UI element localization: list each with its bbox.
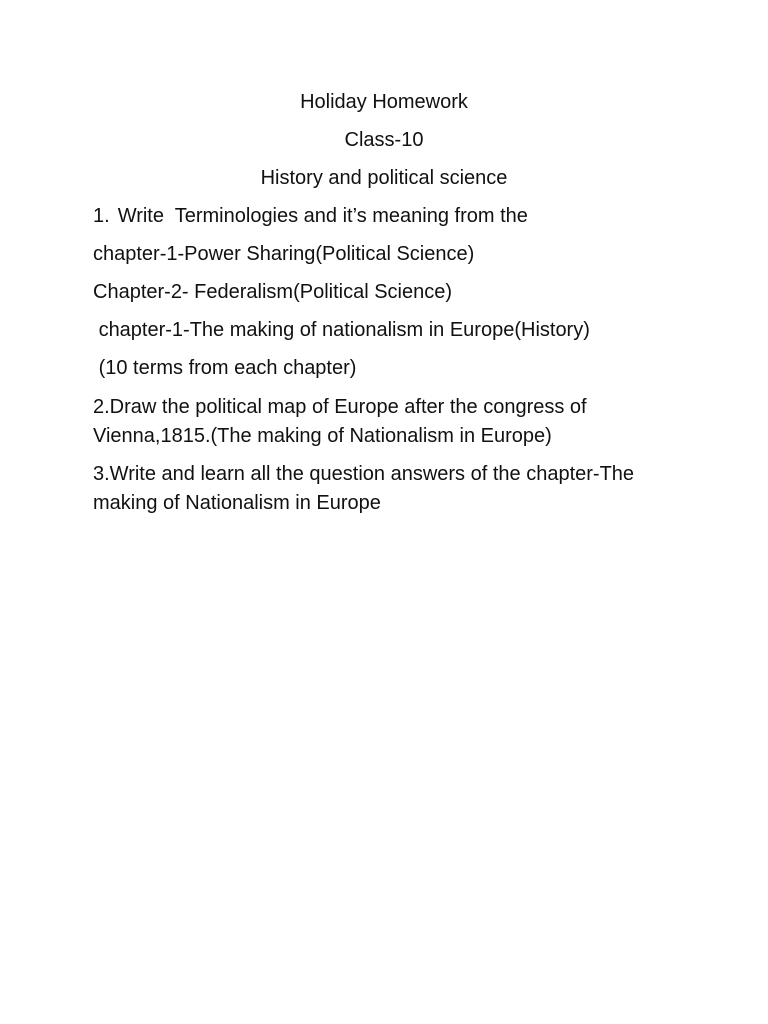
homework-item-1	[93, 202, 693, 231]
document-title: Holiday Homework	[300, 91, 468, 113]
chapter-power-sharing: chapter-1-Power Sharing(Political Science)	[93, 243, 475, 265]
class-label: Class-10	[344, 129, 424, 151]
homework-item-2: 2.Draw the political map of Europe after the congress of Vienna,1815.(The making of Nationalism in Europe)	[93, 396, 593, 447]
item-number: 1.	[93, 205, 110, 227]
chapter-nationalism-europe: chapter-1-The making of nationalism in Europe(History)	[93, 319, 590, 341]
subject-heading: History and political science	[260, 167, 508, 189]
chapter-federalism: Chapter-2- Federalism(Political Science)	[93, 281, 453, 303]
document-content	[93, 88, 693, 527]
terms-per-chapter-note: (10 terms from each chapter)	[93, 357, 357, 379]
homework-item-3: 3.Write and learn all the question answers of the chapter-The making of Nationalism in Europe	[93, 463, 640, 514]
item-text: Write Terminologies and it’s meaning from the	[117, 205, 528, 227]
